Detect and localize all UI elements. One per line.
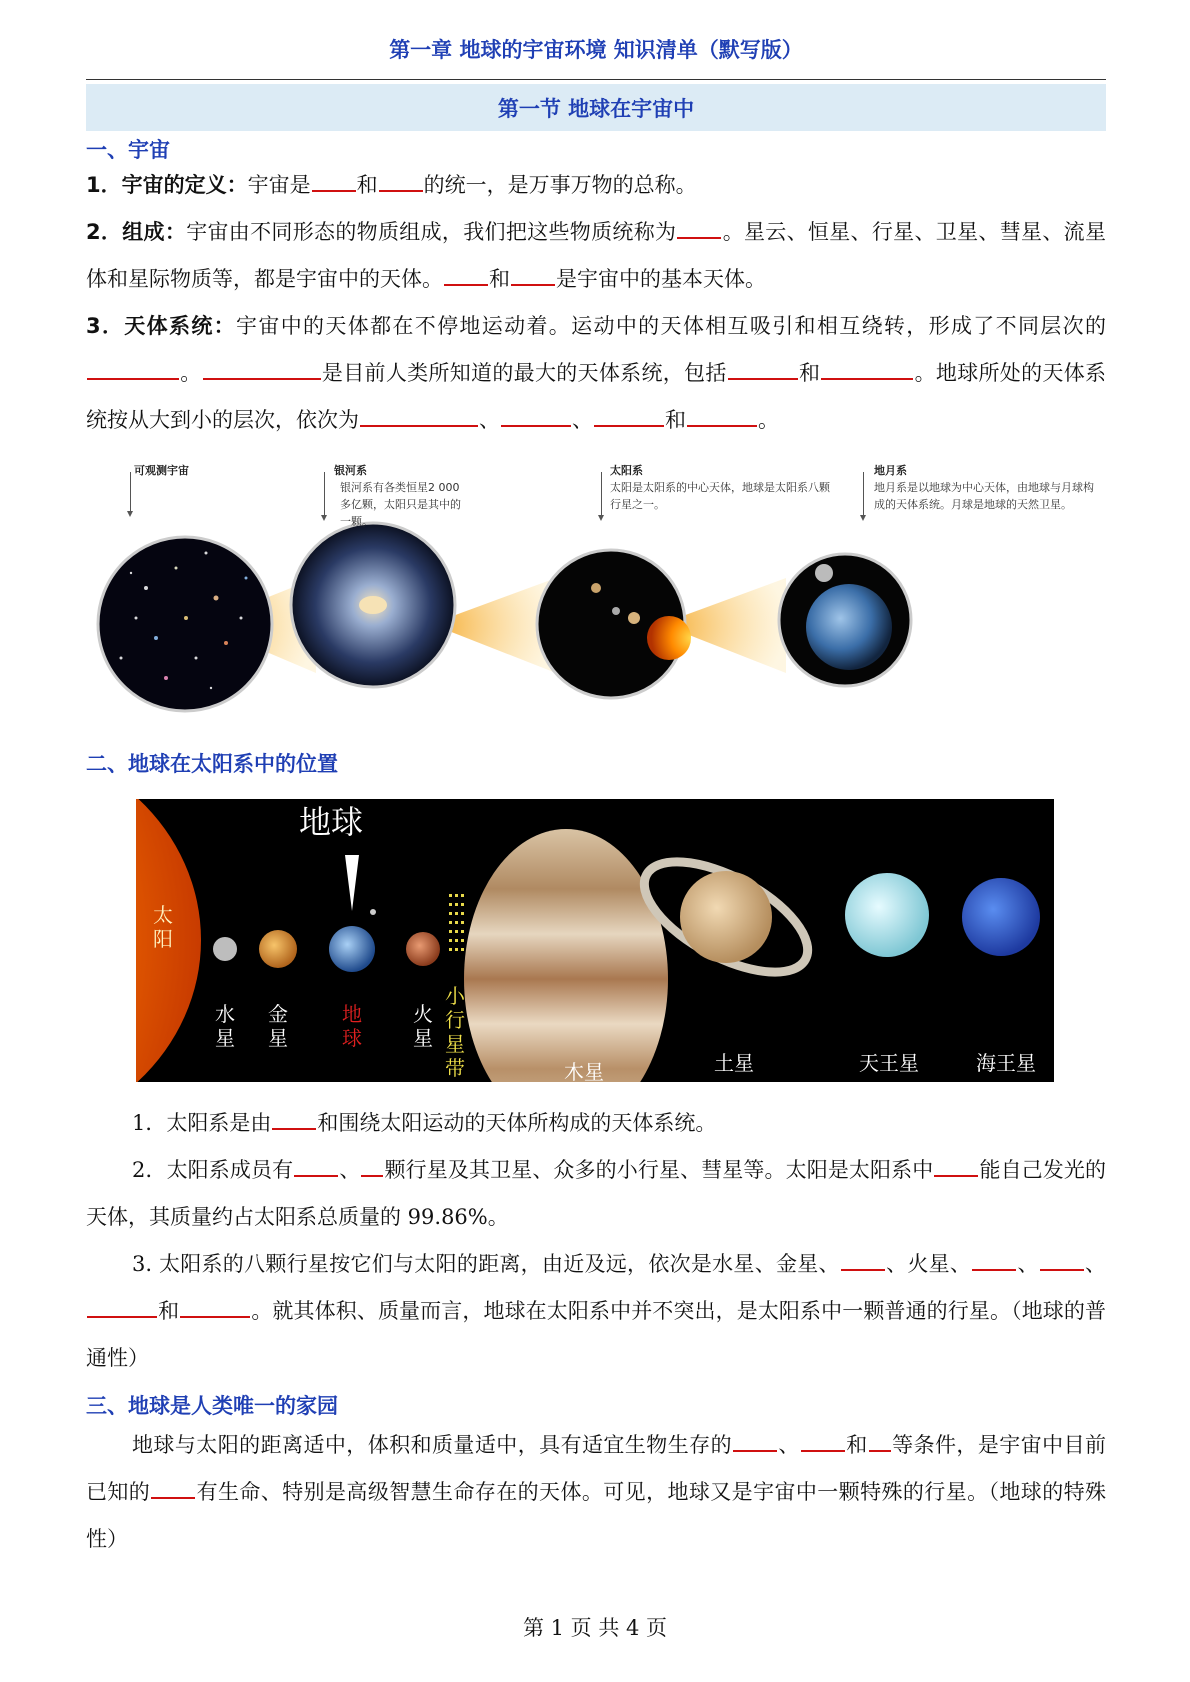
fill-blank[interactable] <box>87 358 179 380</box>
heading-earth-position: 二、地球在太阳系中的位置 <box>86 752 338 776</box>
text: 能自己发光的天体，其质量约占太阳系总质量的 99.86%。 <box>86 1158 1107 1229</box>
text: 。星云、恒星、行星、卫星、彗星、流星体和星际物质等，都是宇宙中的天体。 <box>86 220 1106 291</box>
caption-milky-way <box>334 462 464 530</box>
text: 3. 太阳系的八颗行星按它们与太阳的距离，由近及远，依次是水星、金星、 <box>132 1252 840 1276</box>
text: 宇宙由不同形态的物质组成，我们把这些物质统称为 <box>186 220 677 244</box>
text: 和 <box>158 1299 180 1323</box>
fill-blank[interactable] <box>869 1430 891 1452</box>
fill-blank[interactable] <box>151 1477 195 1499</box>
saturn-label: 土星 <box>714 1051 754 1075</box>
earth-disc <box>329 926 375 972</box>
uranus-disc <box>845 873 929 957</box>
text: 1．太阳系是由 <box>132 1111 272 1135</box>
text: 等条件，是宇宙中目前已知的 <box>86 1433 1107 1504</box>
text: 有生命、特别是高级智慧生命存在的天体。可见，地球又是宇宙中一颗特殊的行星。（地球的特殊性） <box>86 1480 1107 1551</box>
text: 和 <box>356 173 378 197</box>
fill-blank[interactable] <box>594 405 664 427</box>
uranus-label: 天王星 <box>859 1051 919 1075</box>
page-footer: 第 1 页 共 4 页 <box>522 1616 668 1640</box>
document-title: 第一章 地球的宇宙环境 知识清单（默写版） <box>389 38 803 62</box>
neptune-label: 海王星 <box>976 1051 1036 1075</box>
caption-title: 可观测宇宙 <box>134 464 189 477</box>
earth-callout-label: 地球 <box>299 803 364 841</box>
text: 的统一，是万事万物的总称。 <box>423 173 697 197</box>
text: 地球与太阳的距离适中，体积和质量适中，具有适宜生物生存的 <box>132 1433 732 1457</box>
fill-blank[interactable] <box>203 358 321 380</box>
caption-arrow <box>601 472 602 516</box>
paragraph-composition <box>86 209 1106 303</box>
paragraph-planet-order <box>86 1241 1106 1382</box>
text: 、 <box>339 1158 361 1182</box>
neptune-disc <box>962 878 1040 956</box>
text: 、 <box>778 1433 800 1457</box>
moon <box>815 564 833 582</box>
earth-pointer-arrow <box>345 855 359 911</box>
paragraph-label: 3．天体系统： <box>86 314 237 338</box>
caption-observable-universe <box>134 462 189 479</box>
paragraph-celestial-systems <box>86 303 1106 444</box>
text: 和 <box>845 1433 868 1457</box>
text: 。 <box>180 361 202 385</box>
text: 、 <box>479 408 500 432</box>
universe-circle <box>98 537 272 711</box>
fill-blank[interactable] <box>87 1296 157 1318</box>
mercury-label: 水星 <box>215 1002 235 1050</box>
text: 和 <box>798 361 821 385</box>
fill-blank[interactable] <box>272 1108 316 1130</box>
sun-partial <box>647 616 691 660</box>
venus-disc <box>259 930 297 968</box>
fill-blank[interactable] <box>360 405 478 427</box>
paragraph-label: 2．组成： <box>86 220 187 244</box>
fill-blank[interactable] <box>501 405 571 427</box>
text: 、 <box>1017 1252 1039 1276</box>
fill-blank[interactable] <box>444 264 488 286</box>
sun-label: 太阳 <box>153 903 173 951</box>
solar-system-figure <box>136 799 1054 1082</box>
saturn-disc <box>680 871 772 963</box>
fill-blank[interactable] <box>312 170 356 192</box>
asteroid-belt-label: 小行星带 <box>445 984 465 1080</box>
fill-blank[interactable] <box>934 1155 978 1177</box>
caption-desc: 太阳是太阳系的中心天体，地球是太阳系八颗行星之一。 <box>610 481 830 511</box>
fill-blank[interactable] <box>728 358 798 380</box>
text: 颗行星及其卫星、众多的小行星、彗星等。太阳是太阳系中 <box>384 1158 934 1182</box>
fill-blank[interactable] <box>677 217 721 239</box>
section-band-text: 第一节 地球在宇宙中 <box>497 96 695 121</box>
moon-dot <box>370 909 376 915</box>
text: 宇宙是 <box>247 173 311 197</box>
text: 。地球所处的天体系统按从大到小的层次，依次为 <box>86 361 1107 432</box>
asteroid-belt-dots <box>449 894 464 951</box>
fill-blank[interactable] <box>972 1249 1016 1271</box>
fill-blank[interactable] <box>294 1155 338 1177</box>
fill-blank[interactable] <box>821 358 913 380</box>
caption-arrow <box>324 472 325 516</box>
paragraph-label: 1．宇宙的定义： <box>86 173 248 197</box>
venus-label: 金星 <box>268 1002 288 1050</box>
paragraph-solar-system-definition <box>86 1100 1106 1147</box>
caption-arrow <box>863 472 864 516</box>
mars-label: 火星 <box>413 1002 433 1050</box>
text: 、 <box>1084 1252 1107 1276</box>
text: 。就其体积、质量而言，地球在太阳系中并不突出，是太阳系中一颗普通的行星。（地球的普通性） <box>86 1299 1107 1370</box>
heading-only-home: 三、地球是人类唯一的家园 <box>86 1394 338 1418</box>
text: 和 <box>665 408 686 432</box>
text: 是目前人类所知道的最大的天体系统，包括 <box>321 361 727 385</box>
text: 宇宙中的天体都在不停地运动着。运动中的天体相互吸引和相互绕转，形成了不同层次的 <box>236 314 1106 338</box>
mercury-disc <box>213 937 237 961</box>
paragraph-earth-special <box>86 1422 1106 1563</box>
mars-disc <box>406 932 440 966</box>
fill-blank[interactable] <box>801 1430 845 1452</box>
celestial-hierarchy-figure <box>86 464 1106 718</box>
jupiter-label: 木星 <box>564 1060 604 1082</box>
caption-title: 银河系 <box>334 464 367 477</box>
caption-arrow <box>130 472 131 512</box>
fill-blank[interactable] <box>511 264 555 286</box>
earth-label: 地球 <box>342 1002 362 1050</box>
galactic-core <box>359 596 387 614</box>
fill-blank[interactable] <box>687 405 757 427</box>
text: 、火星、 <box>885 1252 972 1276</box>
caption-solar-system <box>610 462 830 513</box>
caption-title: 地月系 <box>874 464 907 477</box>
fill-blank[interactable] <box>361 1155 383 1177</box>
fill-blank[interactable] <box>180 1296 250 1318</box>
caption-desc: 地月系是以地球为中心天体，由地球与月球构成的天体系统。月球是地球的天然卫星。 <box>874 481 1094 511</box>
heading-universe: 一、宇宙 <box>86 138 170 162</box>
section-band-title <box>86 84 1106 131</box>
title-divider <box>86 79 1106 80</box>
fill-blank[interactable] <box>1040 1249 1084 1271</box>
text: 和 <box>489 267 510 291</box>
caption-earth-moon <box>874 462 1104 513</box>
text: 是宇宙中的基本天体。 <box>556 267 766 291</box>
fill-blank[interactable] <box>379 170 423 192</box>
caption-title: 太阳系 <box>610 464 643 477</box>
fill-blank[interactable] <box>841 1249 885 1271</box>
paragraph-universe-definition <box>86 162 1106 209</box>
text: 和围绕太阳运动的天体所构成的天体系统。 <box>317 1111 717 1135</box>
jupiter-disc <box>464 829 668 1082</box>
text: 、 <box>572 408 593 432</box>
earth-globe <box>806 584 892 670</box>
text: 。 <box>758 408 779 432</box>
text: 2．太阳系成员有 <box>132 1158 294 1182</box>
caption-desc: 银河系有各类恒星2 000多亿颗，太阳只是其中的一颗。 <box>340 481 461 528</box>
fill-blank[interactable] <box>733 1430 777 1452</box>
paragraph-solar-system-members <box>86 1147 1106 1241</box>
